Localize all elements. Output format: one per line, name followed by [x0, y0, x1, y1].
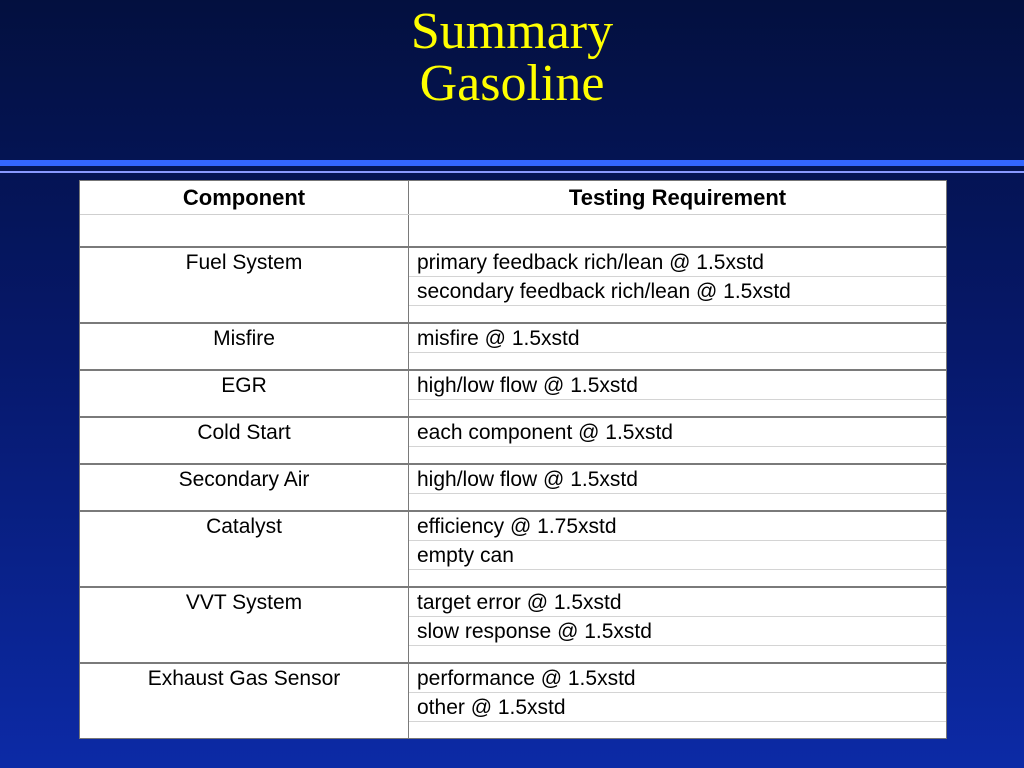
table-row-fuel-system: [80, 246, 946, 322]
table-row-cold-start: [80, 416, 946, 463]
component-name: EGR: [221, 374, 267, 397]
requirement-line: slow response @ 1.5xstd: [409, 617, 946, 646]
component-name: Cold Start: [197, 421, 291, 444]
component-cell: [80, 512, 409, 586]
component-name: Secondary Air: [178, 468, 310, 491]
component-cell: [80, 248, 409, 322]
title-line-1: Summary: [410, 3, 614, 60]
header-requirement: Testing Requirement: [568, 185, 787, 210]
component-name: Catalyst: [206, 515, 282, 538]
title-divider-thin: [0, 171, 1024, 173]
requirement-cell: [409, 512, 946, 586]
spacer-cell: [409, 215, 946, 246]
table-row-egr: [80, 369, 946, 416]
component-name: Misfire: [213, 327, 275, 350]
requirement-cell: [409, 465, 946, 510]
component-name: VVT System: [185, 591, 303, 614]
table-row-misfire: [80, 322, 946, 369]
requirement-line: other @ 1.5xstd: [409, 693, 946, 722]
component-cell: [80, 324, 409, 369]
requirement-cell: [409, 418, 946, 463]
requirement-line: empty can: [409, 541, 946, 570]
component-cell: [80, 465, 409, 510]
spacer-cell: [80, 215, 409, 246]
table-header-row: [80, 181, 946, 214]
requirement-line: each component @ 1.5xstd: [409, 418, 946, 447]
table-row-exhaust-gas-sensor: [80, 662, 946, 738]
requirement-cell: [409, 324, 946, 369]
requirement-line: efficiency @ 1.75xstd: [409, 512, 946, 541]
component-cell: [80, 371, 409, 416]
component-name: Fuel System: [185, 251, 303, 274]
requirement-cell: [409, 664, 946, 738]
summary-table: [79, 180, 947, 739]
header-component: Component: [80, 181, 409, 214]
component-cell: [80, 418, 409, 463]
requirement-cell: [409, 248, 946, 322]
requirement-line: high/low flow @ 1.5xstd: [409, 465, 946, 494]
component-name: Exhaust Gas Sensor: [147, 667, 341, 690]
table-row-secondary-air: [80, 463, 946, 510]
component-cell: [80, 588, 409, 662]
requirement-cell: [409, 371, 946, 416]
requirement-line: performance @ 1.5xstd: [409, 664, 946, 693]
requirement-cell: [409, 588, 946, 662]
requirement-line: primary feedback rich/lean @ 1.5xstd: [409, 248, 946, 277]
requirement-line: misfire @ 1.5xstd: [409, 324, 946, 353]
table-spacer-row: [80, 214, 946, 246]
title-divider-thick: [0, 160, 1024, 166]
component-cell: [80, 664, 409, 738]
requirement-line: target error @ 1.5xstd: [409, 588, 946, 617]
slide-title: [0, 3, 1024, 112]
table-row-catalyst: [80, 510, 946, 586]
requirement-line: secondary feedback rich/lean @ 1.5xstd: [409, 277, 946, 306]
title-line-2: Gasoline: [419, 55, 605, 112]
requirement-line: high/low flow @ 1.5xstd: [409, 371, 946, 400]
table-row-vvt-system: [80, 586, 946, 662]
